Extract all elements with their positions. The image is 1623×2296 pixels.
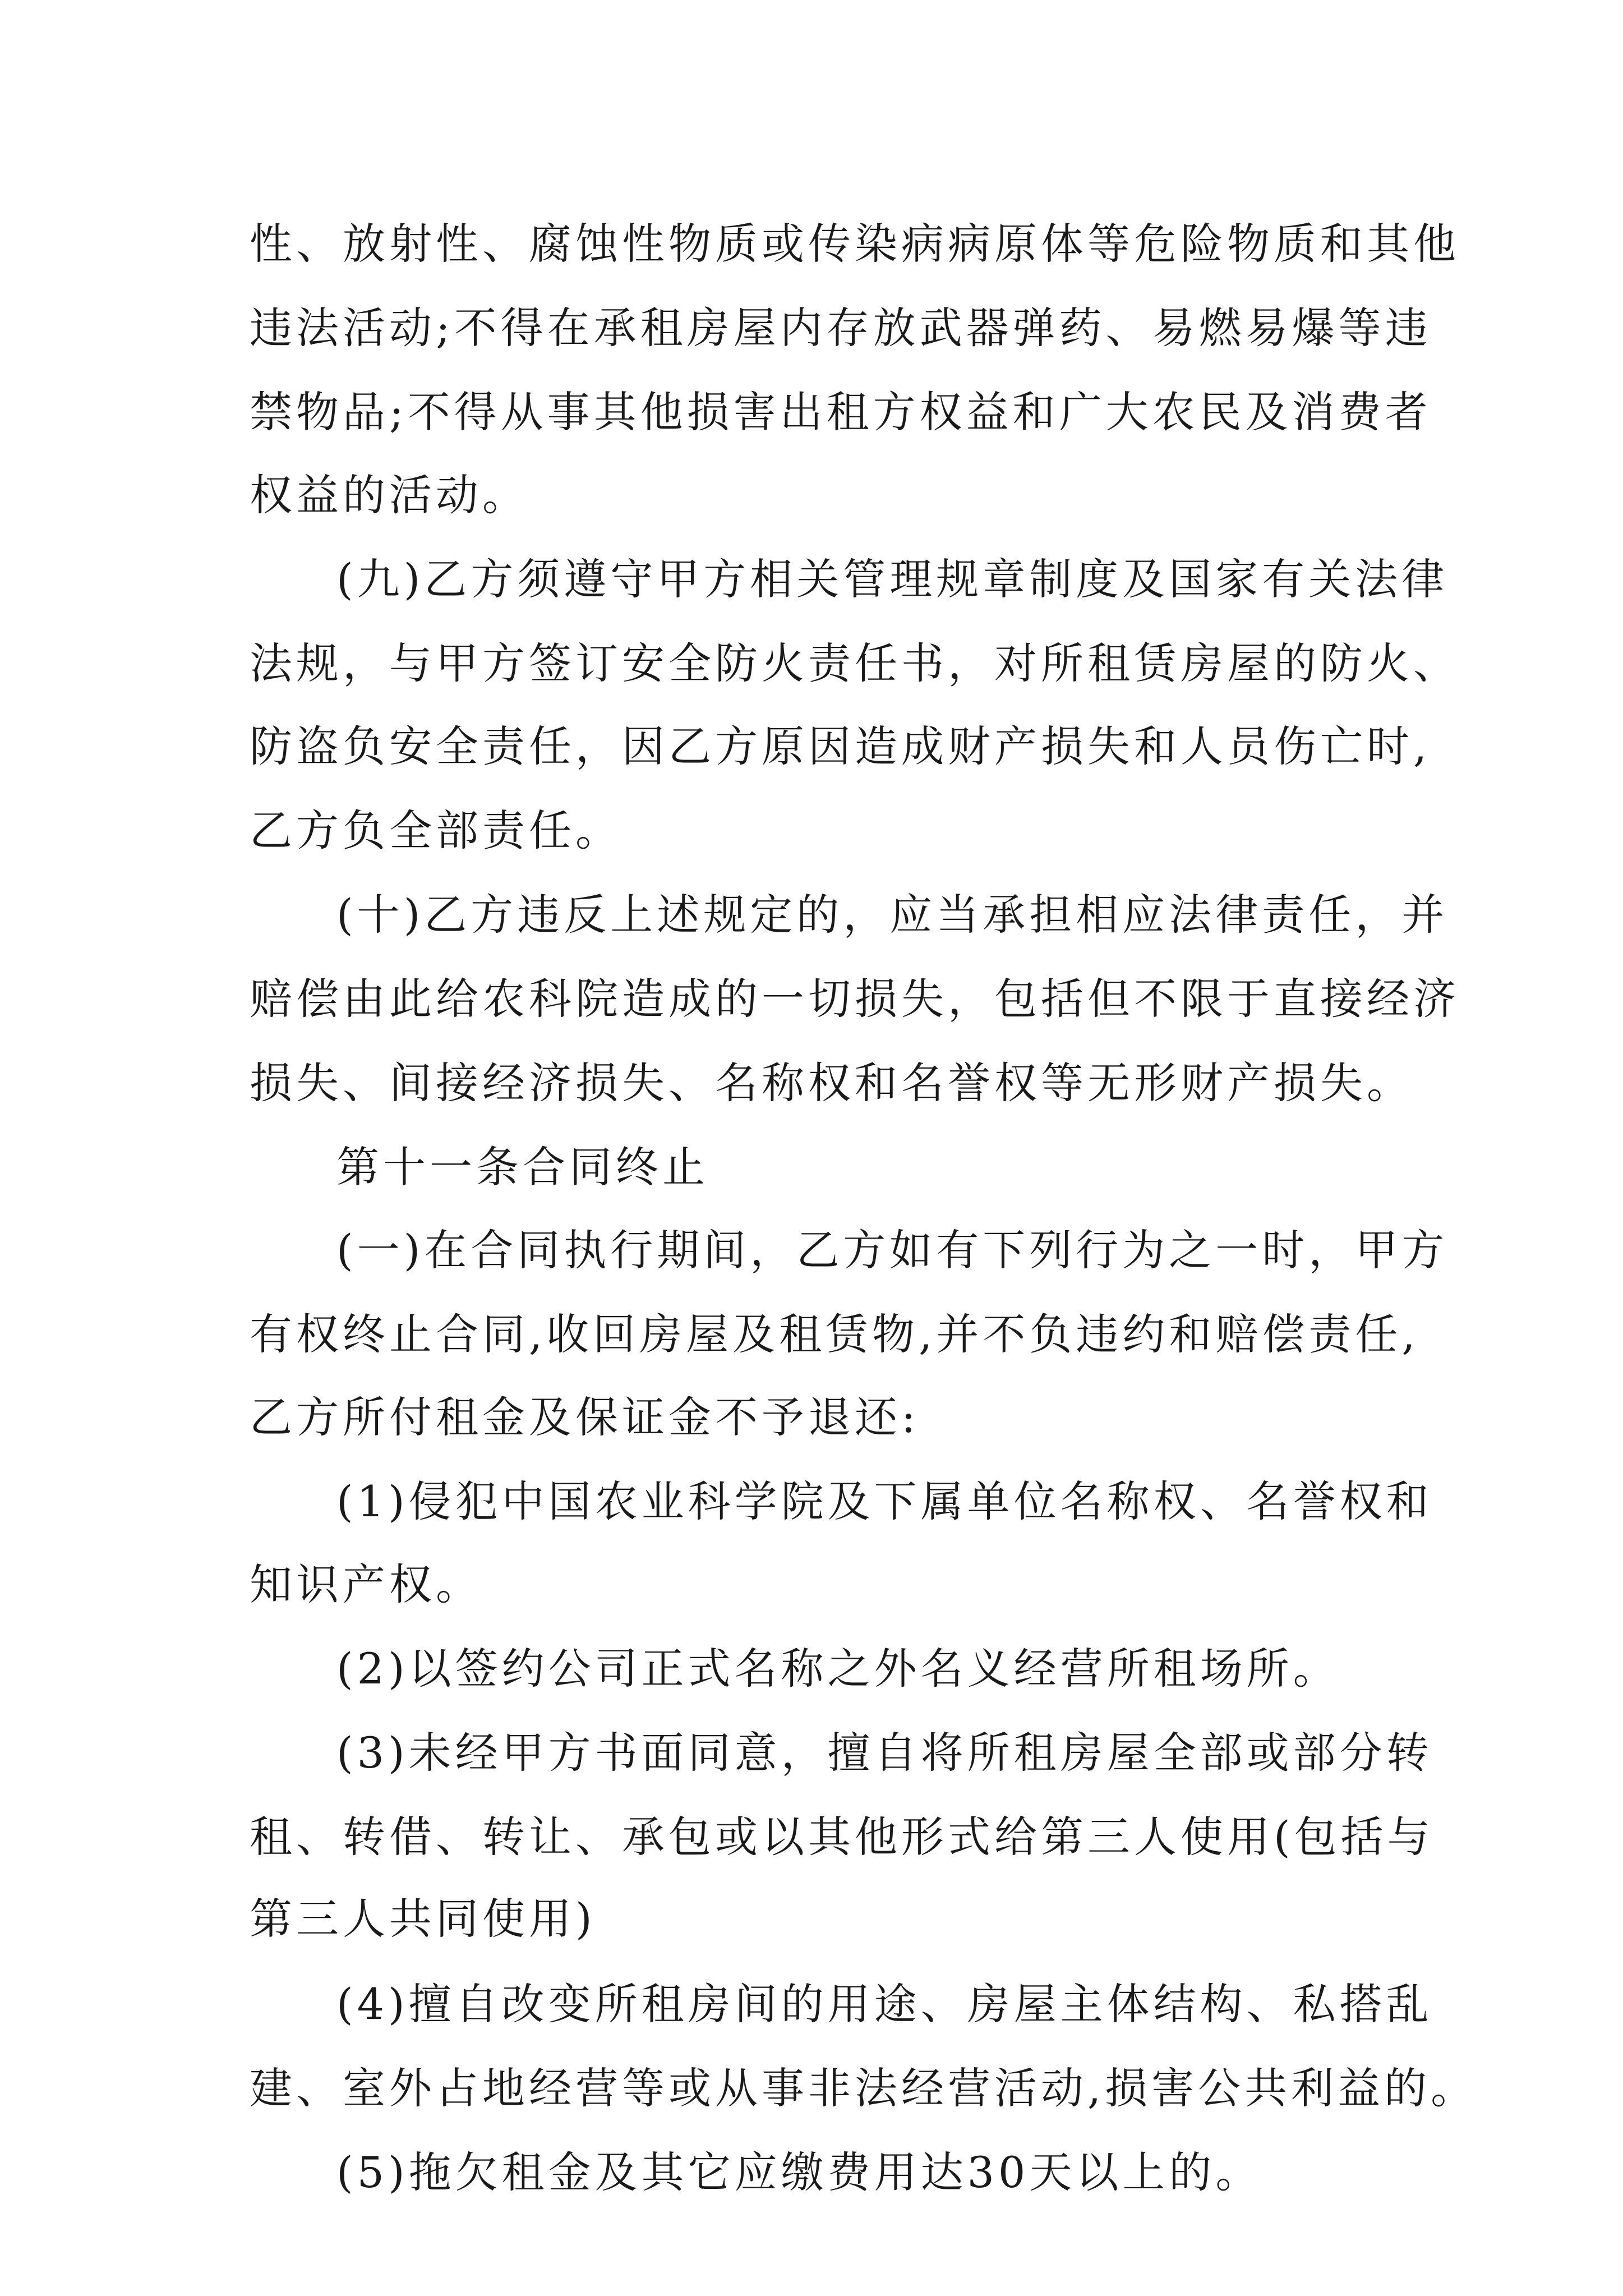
text-line: 有权终止合同,收回房屋及租赁物,并不负违约和赔偿责任, bbox=[250, 1309, 1419, 1359]
paragraph-first-line: (九)乙方须遵守甲方相关管理规章制度及国家有关法律 bbox=[336, 554, 1449, 604]
list-item-first-line: (4)擅自改变所租房间的用途、房屋主体结构、私搭乱 bbox=[336, 1979, 1433, 2029]
text-line: 防盗负安全责任，因乙方原因造成财产损失和人员伤亡时, bbox=[250, 721, 1431, 771]
text-line: 法规，与甲方签订安全防火责任书，对所租赁房屋的防火、 bbox=[250, 638, 1460, 688]
text-line: 违法活动;不得在承租房屋内存放武器弹药、易燃易爆等违 bbox=[250, 303, 1432, 353]
list-item-first-line: (2)以签约公司正式名称之外名义经营所租场所。 bbox=[336, 1644, 1340, 1694]
list-item-first-line: (1)侵犯中国农业科学院及下属单位名称权、名誉权和 bbox=[336, 1476, 1433, 1526]
list-item-first-line: (5)拖欠租金及其它应缴费用达30天以上的。 bbox=[336, 2147, 1262, 2197]
paragraph-first-line: (十)乙方违反上述规定的，应当承担相应法律责任，并 bbox=[336, 890, 1449, 940]
section-heading: 第十一条合同终止 bbox=[336, 1142, 709, 1192]
text-line: 权益的活动。 bbox=[250, 470, 529, 520]
text-line: 赔偿由此给农科院造成的一切损失，包括但不限于直接经济 bbox=[250, 974, 1460, 1024]
text-line: 乙方所付租金及保证金不予退还: bbox=[250, 1392, 920, 1442]
paragraph-first-line: (一)在合同执行期间，乙方如有下列行为之一时，甲方 bbox=[336, 1225, 1449, 1275]
text-line: 损失、间接经济损失、名称权和名誉权等无形财产损失。 bbox=[250, 1058, 1413, 1108]
text-line: 租、转借、转让、承包或以其他形式给第三人使用(包括与 bbox=[250, 1812, 1434, 1862]
text-line: 性、放射性、腐蚀性物质或传染病病原体等危险物质和其他 bbox=[250, 219, 1460, 269]
text-line: 知识产权。 bbox=[250, 1559, 482, 1609]
text-line: 乙方负全部责任。 bbox=[250, 806, 622, 855]
text-line: 建、室外占地经营等或从事非法经营活动,损害公共利益的。 bbox=[250, 2063, 1478, 2113]
text-line: 禁物品;不得从事其他损害出租方权益和广大农民及消费者 bbox=[250, 387, 1432, 437]
list-item-first-line: (3)未经甲方书面同意，擅自将所租房屋全部或部分转 bbox=[336, 1728, 1433, 1778]
text-line: 第三人共同使用) bbox=[250, 1894, 596, 1944]
